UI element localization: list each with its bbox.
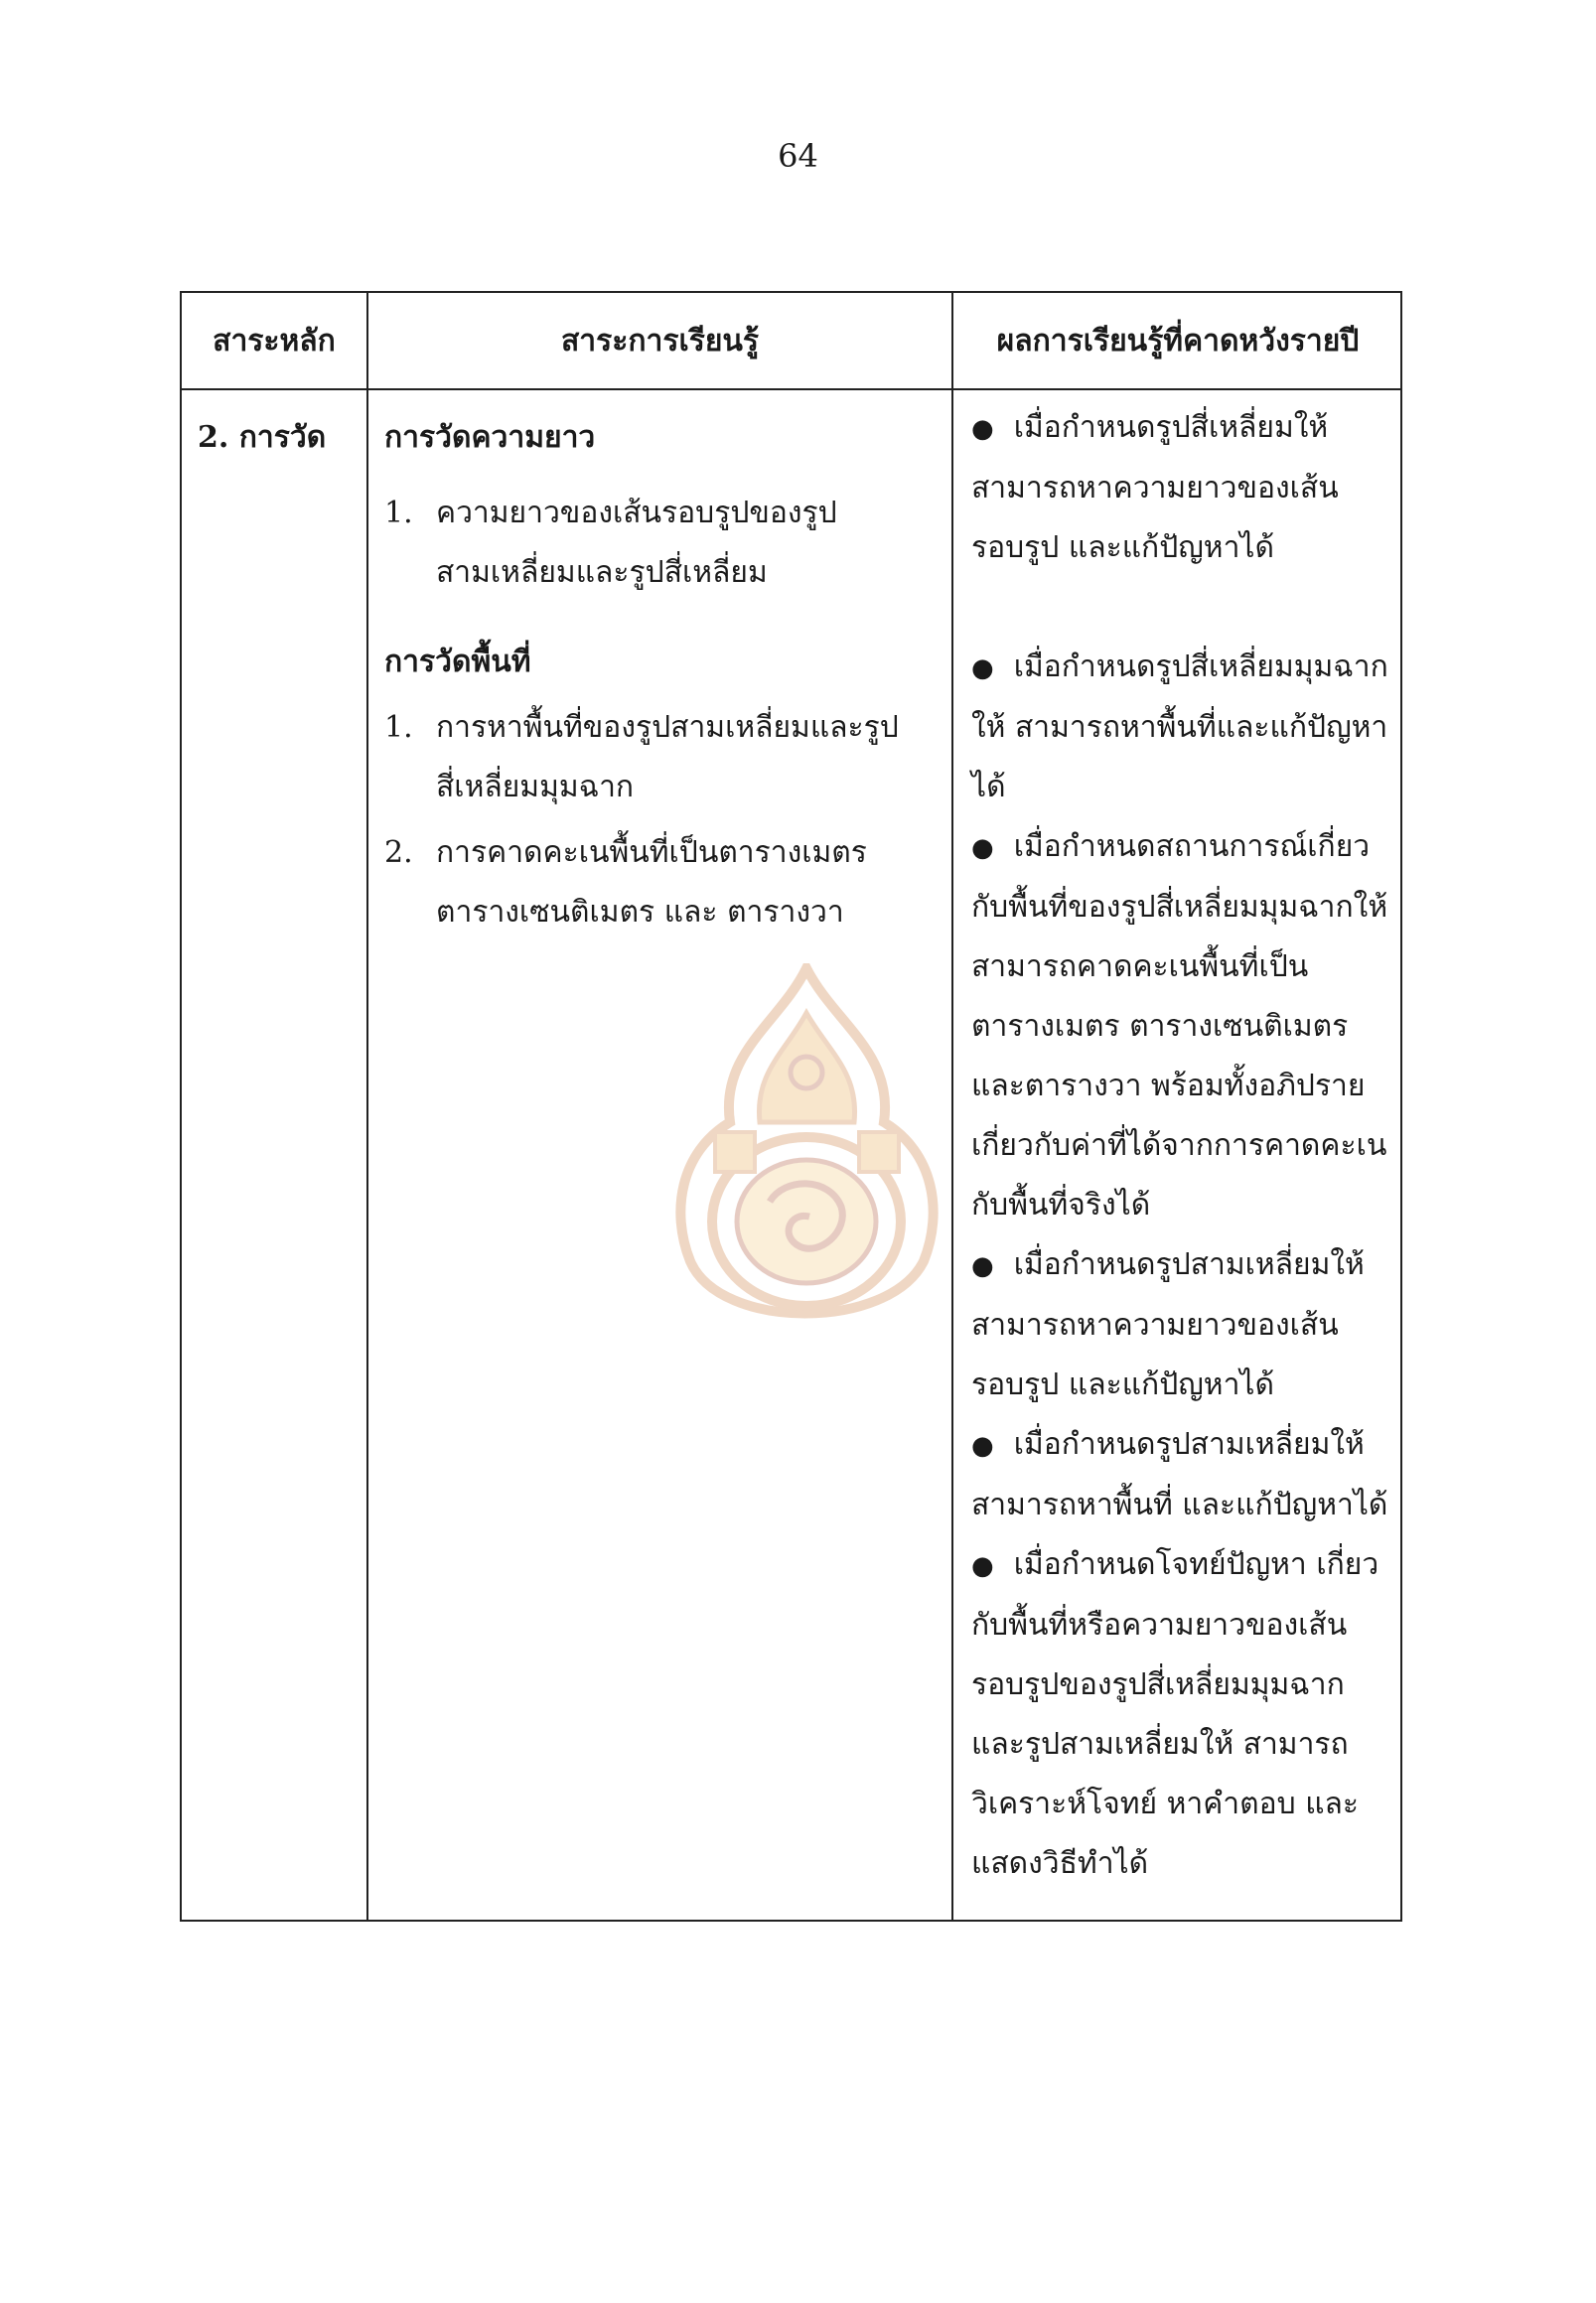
- outcome-text: เมื่อกำหนดสถานการณ์เกี่ยวกับพื้นที่ของรูปสี่เหลี่ยมมุมฉากให้ สามารถคาดคะเนพื้นที่เป็นตารางเมตร ตารางเซนติเมตร และตารางวา พร้อมทั้งอภิปรายเกี่ยวกับค่าที่ได้จากการคาดคะเนกับพื้นที่จริงได้: [971, 829, 1388, 1223]
- bullet-icon: ●: [971, 1431, 994, 1461]
- bullet-icon: ●: [971, 414, 994, 444]
- outcome-item: [971, 817, 1388, 1235]
- section-heading: การวัดพื้นที่: [384, 645, 531, 679]
- curriculum-table: [180, 291, 1402, 1922]
- column-divider: [366, 293, 368, 1920]
- bullet-icon: ●: [971, 833, 994, 863]
- expected-outcomes-cell: [971, 398, 1388, 1894]
- outcome-text: เมื่อกำหนดรูปสี่เหลี่ยมมุมฉากให้ สามารถหาพื้นที่และแก้ปัญหาได้: [971, 649, 1388, 804]
- header-learning-content: สาระการเรียนรู้: [560, 323, 760, 359]
- page-number: 64: [778, 137, 818, 175]
- item-text: การคาดคะเนพื้นที่เป็นตารางเมตร ตารางเซนติเมตร และ ตารางวา: [436, 835, 867, 930]
- header-expected-outcomes: ผลการเรียนรู้ที่คาดหวังรายปี: [996, 323, 1360, 359]
- item-text: การหาพื้นที่ของรูปสามเหลี่ยมและรูปสี่เหลี่ยมมุมฉาก: [436, 710, 899, 804]
- outcome-item: [971, 1535, 1388, 1894]
- list-item: [384, 698, 926, 817]
- bullet-icon: ●: [971, 1551, 994, 1581]
- section-heading: การวัดความยาว: [384, 420, 596, 455]
- outcome-item: [971, 638, 1388, 817]
- section-list: [384, 698, 926, 942]
- outcome-item: [971, 1235, 1388, 1415]
- section-list: [384, 484, 926, 603]
- header-divider: [182, 388, 1400, 390]
- list-item: [384, 823, 926, 942]
- main-topic-cell: 2. การวัด: [198, 420, 327, 455]
- learning-content-cell: [384, 412, 926, 942]
- outcome-item: [971, 1415, 1388, 1535]
- outcome-text: เมื่อกำหนดโจทย์ปัญหา เกี่ยวกับพื้นที่หรือความยาวของเส้นรอบรูปของรูปสี่เหลี่ยมมุมฉากและรูปสามเหลี่ยมให้ สามารถวิเคราะห์โจทย์ หาคำตอบ และแสดงวิธีทำได้: [971, 1547, 1379, 1881]
- item-number: 2.: [384, 835, 413, 870]
- outcome-text: เมื่อกำหนดรูปสามเหลี่ยมให้ สามารถหาความยาวของเส้นรอบรูป และแก้ปัญหาได้: [971, 1247, 1365, 1402]
- header-main-topic: สาระหลัก: [213, 323, 336, 359]
- outcome-text: เมื่อกำหนดรูปสามเหลี่ยมให้ สามารถหาพื้นที่ และแก้ปัญหาได้: [971, 1427, 1388, 1522]
- outcome-item: [971, 398, 1388, 578]
- bullet-icon: ●: [971, 653, 994, 683]
- item-text: ความยาวของเส้นรอบรูปของรูป สามเหลี่ยมและรูปสี่เหลี่ยม: [436, 496, 837, 590]
- column-divider: [951, 293, 953, 1920]
- list-item: [384, 484, 926, 603]
- outcome-text: เมื่อกำหนดรูปสี่เหลี่ยมให้ สามารถหาความยาวของเส้นรอบรูป และแก้ปัญหาได้: [971, 410, 1339, 565]
- item-number: 1.: [384, 496, 413, 530]
- item-number: 1.: [384, 710, 413, 745]
- bullet-icon: ●: [971, 1251, 994, 1281]
